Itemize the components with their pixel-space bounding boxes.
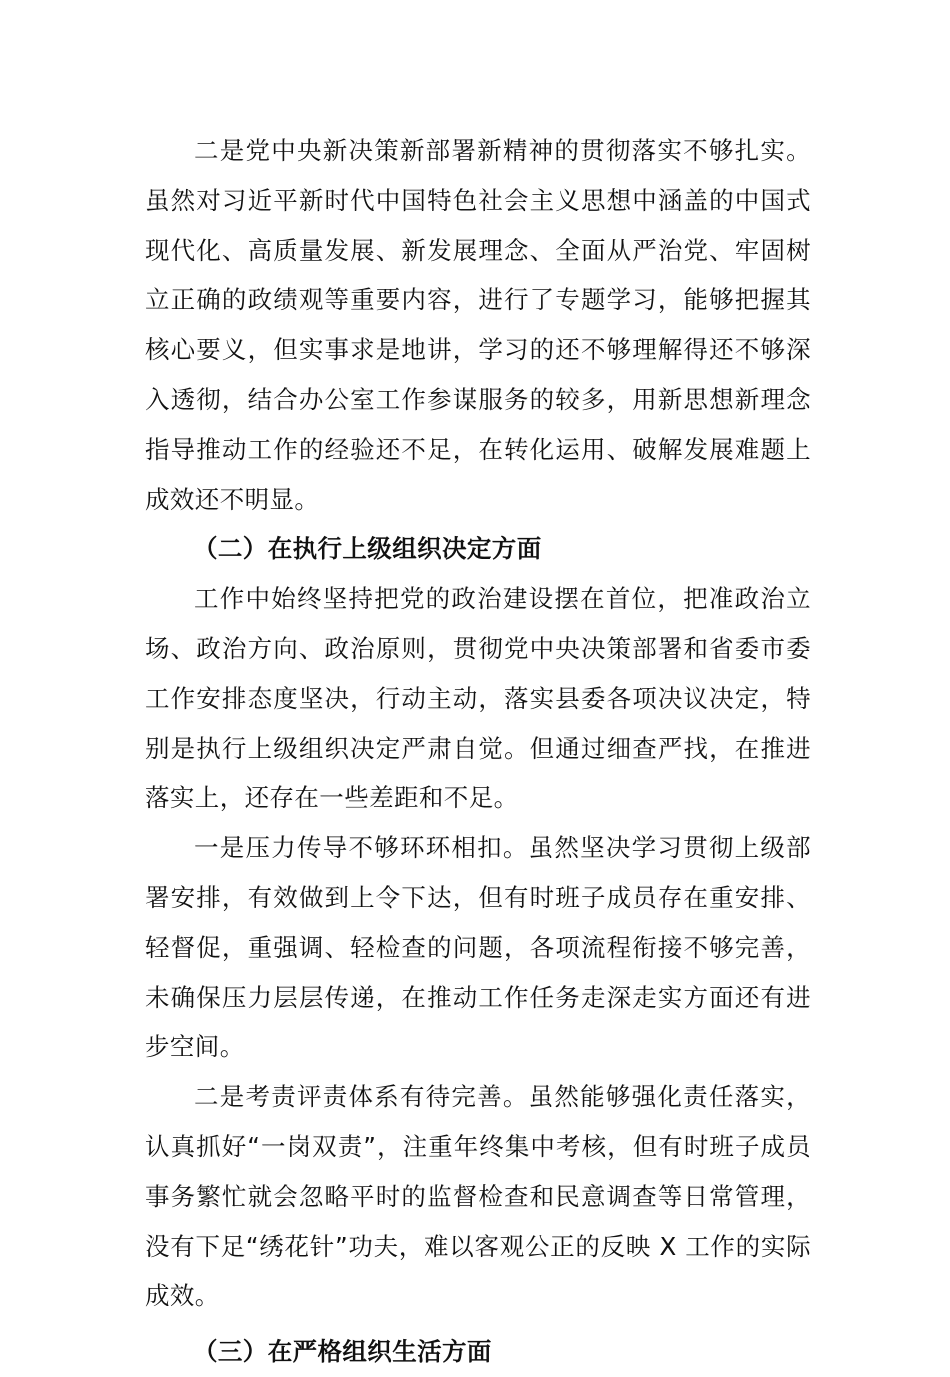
- paragraph-pressure-transmission: 一是压力传导不够环环相扣。虽然坚决学习贯彻上级部署安排，有效做到上令下达，但有时班子成员存在重安排、轻督促，重强调、轻检查的问题，各项流程衔接不够完善，未确保压力层层传递，在推动工作任务走深走实方面还有进步空间。: [145, 833, 811, 1062]
- paragraph-accountability-system: 二是考责评责体系有待完善。虽然能够强化责任落实，认真抓好“一岗双责”，注重年终集中考核，但有时班子成员事务繁忙就会忽略平时的监督检查和民意调查等日常管理，没有下足“绣花针”功夫，难以客观公正的反映 X 工作的实际成效。: [145, 1082, 811, 1311]
- paragraph-implementation: 二是党中央新决策新部署新精神的贯彻落实不够扎实。虽然对习近平新时代中国特色社会主义思想中涵盖的中国式现代化、高质量发展、新发展理念、全面从严治党、牢固树立正确的政绩观等重要内容，进行了专题学习，能够把握其核心要义，但实事求是地讲，学习的还不够理解得还不够深入透彻，结合办公室工作参谋服务的较多，用新思想新理念指导推动工作的经验还不足，在转化运用、破解发展难题上成效还不明显。: [145, 136, 811, 514]
- section-heading-3: （三）在严格组织生活方面: [193, 1337, 492, 1367]
- document-body: [145, 126, 811, 1377]
- section-heading-2: （二）在执行上级组织决定方面: [193, 534, 542, 564]
- paragraph-execution-overview: 工作中始终坚持把党的政治建设摆在首位，把准政治立场、政治方向、政治原则，贯彻党中央决策部署和省委市委工作安排态度坚决，行动主动，落实县委各项决议决定，特别是执行上级组织决定严肃自觉。但通过细查严找，在推进落实上，还存在一些差距和不足。: [145, 584, 811, 813]
